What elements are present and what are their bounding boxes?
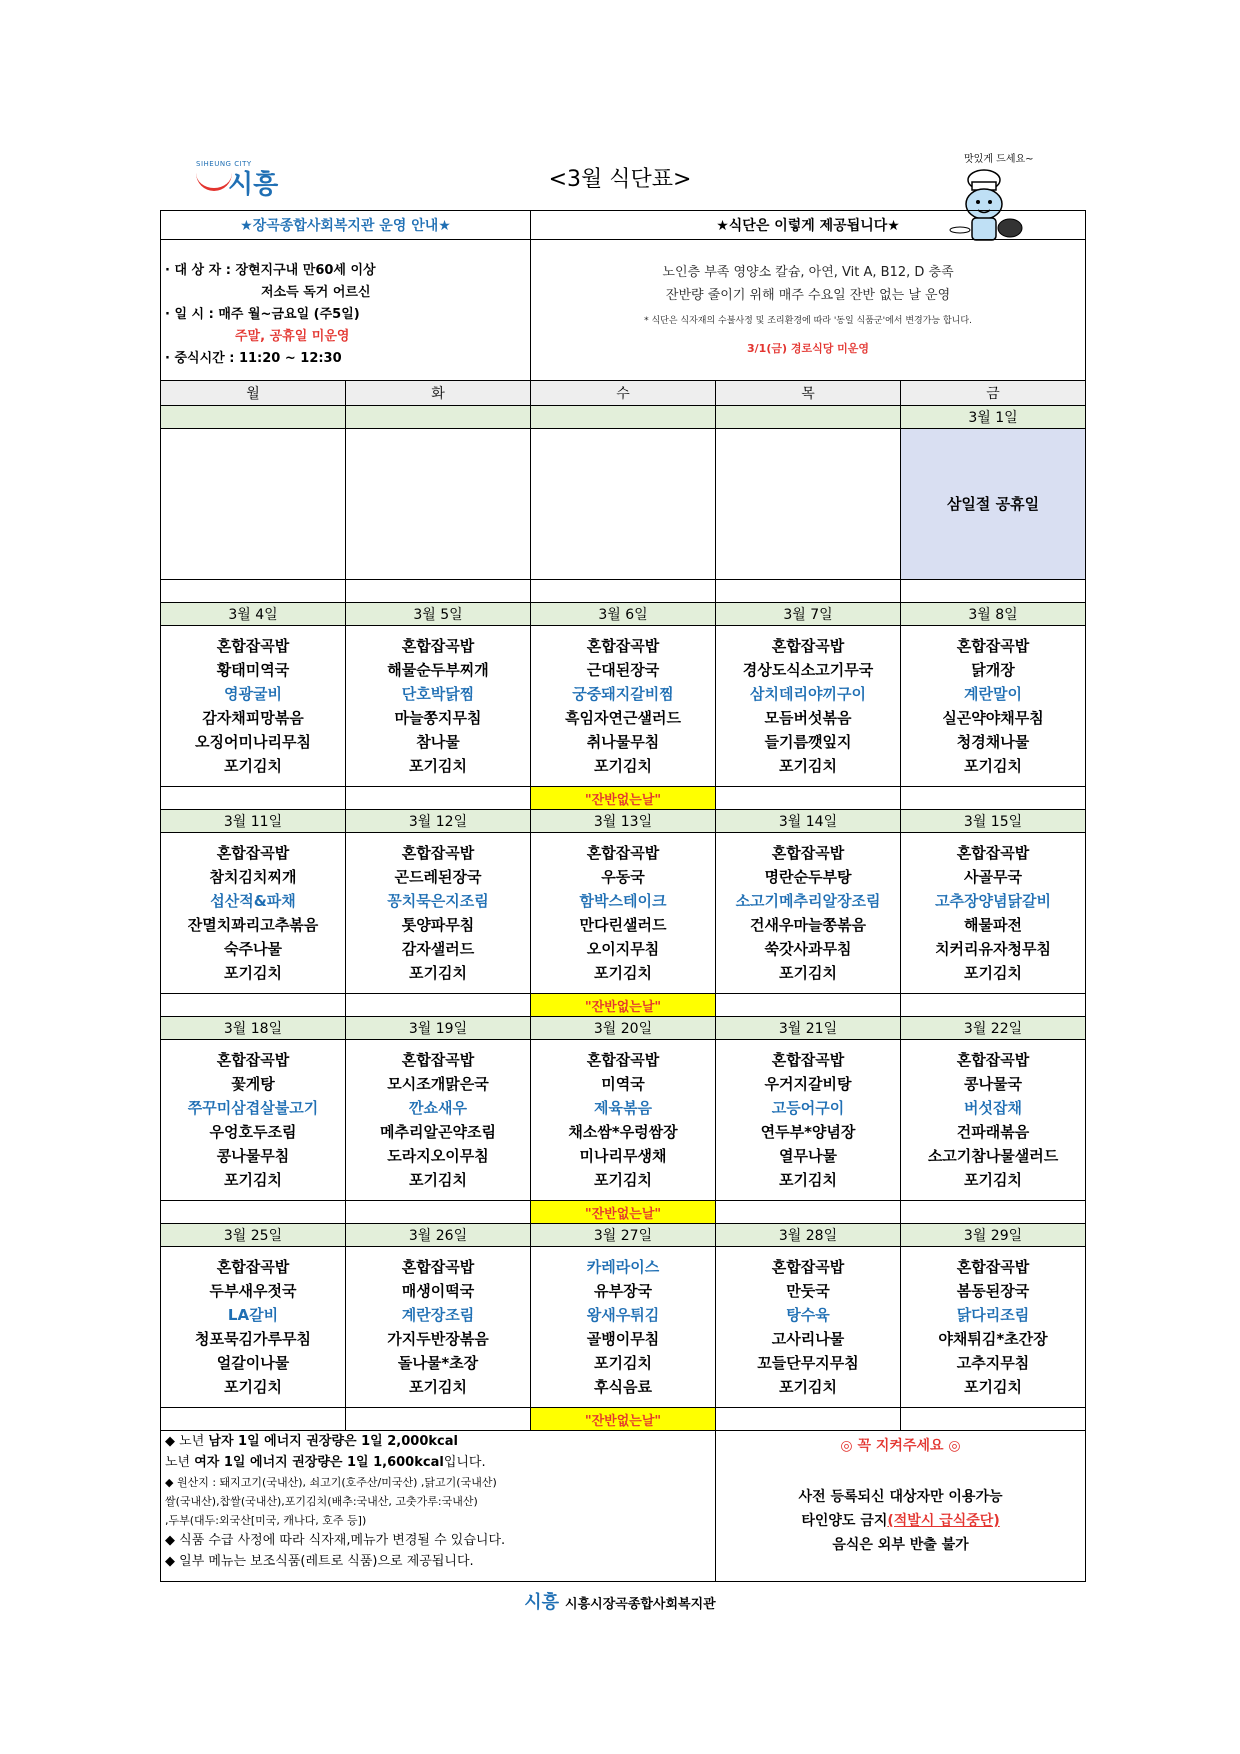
menu-item: 혼합잡곡밥 xyxy=(956,637,1030,655)
day-header-mon: 월 xyxy=(161,381,346,406)
menu-item: 닭개장 xyxy=(971,661,1015,679)
menu-item: 만둣국 xyxy=(786,1282,830,1300)
menu-item: 유부장국 xyxy=(594,1282,652,1300)
menu-table xyxy=(160,210,1086,1582)
origin-line-2: 쌀(국내산),찹쌀(국내산),포기김치(배추:국내산, 고춧가루:국내산) xyxy=(165,1495,478,1508)
menu-item: 메추리알곤약조림 xyxy=(380,1123,496,1141)
menu-item: 깐쇼새우 xyxy=(409,1099,467,1117)
spacer-cell xyxy=(716,1408,901,1431)
menu-item: 포기김치 xyxy=(409,757,467,775)
date-cell: 3월 25일 xyxy=(161,1224,346,1247)
menu-item: 사골무국 xyxy=(964,868,1023,886)
menu-item: 콩나물무침 xyxy=(216,1147,290,1165)
menu-item: 모듬버섯볶음 xyxy=(764,709,852,727)
menu-item: 단호박닭찜 xyxy=(401,685,475,703)
day-header-fri: 금 xyxy=(901,381,1086,406)
menu-item: 포기김치 xyxy=(594,1171,652,1189)
menu-item: 꽁치묵은지조림 xyxy=(387,892,489,910)
energy-male: 남자 1일 에너지 권장량은 1일 2,000kcal xyxy=(208,1434,458,1449)
menu-item: 연두부*양념장 xyxy=(760,1123,856,1141)
chef-speech: 맛있게 드세요~ xyxy=(964,154,1034,165)
menu-item: 건새우마늘쫑볶음 xyxy=(750,916,866,934)
menu-item: 왕새우튀김 xyxy=(586,1306,660,1324)
rule-no-takeout: 음식은 외부 반출 불가 xyxy=(832,1537,969,1553)
menu-cell xyxy=(716,833,901,994)
menu-item: 포기김치 xyxy=(779,964,837,982)
spacer-cell xyxy=(716,787,901,810)
menu-item: 포기김치 xyxy=(224,757,282,775)
menu-item: 실곤약야채무침 xyxy=(942,709,1044,727)
menu-cell xyxy=(531,1247,716,1408)
date-cell: 3월 29일 xyxy=(901,1224,1086,1247)
menu-item: 청경채나물 xyxy=(956,733,1030,751)
menu-item: 흑임자연근샐러드 xyxy=(565,709,681,727)
no-waste-line: 잔반량 줄이기 위해 매주 수요일 잔반 없는 날 운영 xyxy=(665,288,951,303)
menu-item: 톳양파무침 xyxy=(401,916,475,934)
menu-provision-header: ★식단은 이렇게 제공됩니다★ xyxy=(531,211,1086,240)
menu-item: 혼합잡곡밥 xyxy=(586,637,660,655)
menu-cell xyxy=(531,1040,716,1201)
menu-cell-empty xyxy=(531,429,716,580)
menu-item: 포기김치 xyxy=(224,964,282,982)
organization-name: 시흥시장곡종합사회복지관 xyxy=(565,1597,716,1612)
menu-cell-empty xyxy=(346,429,531,580)
footer-notes xyxy=(161,1431,716,1582)
menu-item: 마늘쫑지무침 xyxy=(394,709,482,727)
menu-item: 혼합잡곡밥 xyxy=(771,1258,845,1276)
spacer-cell xyxy=(901,1408,1086,1431)
logo-english: SIHEUNG CITY xyxy=(196,160,252,168)
date-cell: 3월 26일 xyxy=(346,1224,531,1247)
menu-item: 포기김치 xyxy=(409,1378,467,1396)
menu-item: 우거지갈비탕 xyxy=(764,1075,852,1093)
menu-item: 황태미역국 xyxy=(216,661,290,679)
spacer-cell xyxy=(161,1408,346,1431)
menu-item: 혼합잡곡밥 xyxy=(956,844,1030,862)
menu-item: 계란장조림 xyxy=(401,1306,475,1324)
date-cell: 3월 14일 xyxy=(716,810,901,833)
menu-item: 감자채피망볶음 xyxy=(202,709,304,727)
menu-item: 참나물 xyxy=(416,733,460,751)
change-note: * 식단은 식자재의 수불사정 및 조리환경에 따라 '동일 식품군'에서 변경가능 합니다. xyxy=(644,316,972,326)
menu-item: 혼합잡곡밥 xyxy=(216,1258,290,1276)
date-cell: 3월 18일 xyxy=(161,1017,346,1040)
date-cell: 3월 7일 xyxy=(716,603,901,626)
menu-cell xyxy=(161,833,346,994)
menu-item: 포기김치 xyxy=(779,757,837,775)
operation-guide xyxy=(161,240,531,381)
spacer-cell xyxy=(901,580,1086,603)
energy-female-prefix: 노년 xyxy=(165,1455,195,1470)
energy-female: 여자 1일 에너지 권장량은 1일 1,600kcal xyxy=(194,1455,444,1470)
menu-cell xyxy=(901,626,1086,787)
menu-item: 포기김치 xyxy=(594,1354,652,1372)
menu-item: 해물파전 xyxy=(964,916,1023,934)
date-cell: 3월 21일 xyxy=(716,1017,901,1040)
menu-cell xyxy=(901,833,1086,994)
menu-item: 혼합잡곡밥 xyxy=(401,1258,475,1276)
menu-item: 혼합잡곡밥 xyxy=(401,1051,475,1069)
origin-line-3: ,두부(대두:외국산[미국, 캐나다, 호주 등]) xyxy=(165,1514,367,1527)
menu-item: 혼합잡곡밥 xyxy=(956,1051,1030,1069)
spacer-cell xyxy=(346,1408,531,1431)
menu-item: 우엉호두조림 xyxy=(209,1123,297,1141)
menu-item: 소고기참나물샐러드 xyxy=(927,1147,1059,1165)
date-cell: 3월 28일 xyxy=(716,1224,901,1247)
menu-item: 오징어미나리무침 xyxy=(195,733,311,751)
menu-item: 청포묵김가루무침 xyxy=(195,1330,311,1348)
menu-item: 탕수육 xyxy=(786,1306,830,1324)
menu-cell xyxy=(346,833,531,994)
date-cell: 3월 19일 xyxy=(346,1017,531,1040)
organization-footer xyxy=(0,1588,1240,1614)
spacer-cell xyxy=(901,1201,1086,1224)
menu-item: 콩나물국 xyxy=(964,1075,1023,1093)
menu-item: 꽃게탕 xyxy=(231,1075,275,1093)
menu-cell xyxy=(716,626,901,787)
menu-item: 만다린샐러드 xyxy=(579,916,667,934)
menu-cell xyxy=(346,1040,531,1201)
retort-notice: ◆ 일부 메뉴는 보조식품(레트로 식품)으로 제공됩니다. xyxy=(165,1554,474,1569)
spacer-cell xyxy=(161,580,346,603)
menu-item: 들기름깻잎지 xyxy=(764,733,852,751)
nutrition-line: 노인층 부족 영양소 칼슘, 아연, Vit A, B12, D 충족 xyxy=(662,265,954,280)
spacer-cell xyxy=(161,994,346,1017)
menu-item: 궁중돼지갈비찜 xyxy=(572,685,674,703)
spacer-cell xyxy=(716,580,901,603)
menu-item: 포기김치 xyxy=(964,964,1023,982)
menu-item: 오이지무침 xyxy=(586,940,660,958)
date-cell: 3월 12일 xyxy=(346,810,531,833)
menu-cell xyxy=(716,1247,901,1408)
date-cell-empty xyxy=(531,406,716,429)
menu-item: 포기김치 xyxy=(964,1171,1023,1189)
menu-item: LA갈비 xyxy=(227,1306,279,1324)
menu-item: 삼치데리야끼구이 xyxy=(750,685,866,703)
menu-item: 포기김치 xyxy=(964,1378,1023,1396)
menu-item: 감자샐러드 xyxy=(401,940,475,958)
menu-item: 야채튀김*초간장 xyxy=(938,1330,1048,1348)
menu-item: 명란순두부탕 xyxy=(764,868,852,886)
menu-item: 고등어구이 xyxy=(771,1099,845,1117)
menu-item: 닭다리조림 xyxy=(956,1306,1030,1324)
menu-item: 쭈꾸미삼겹살불고기 xyxy=(187,1099,319,1117)
menu-item: 포기김치 xyxy=(779,1378,837,1396)
holiday-cell: 삼일절 공휴일 xyxy=(901,429,1086,580)
spacer-cell xyxy=(901,787,1086,810)
menu-item: 혼합잡곡밥 xyxy=(586,844,660,862)
menu-item: 골뱅이무침 xyxy=(586,1330,660,1348)
menu-item: 혼합잡곡밥 xyxy=(586,1051,660,1069)
menu-cell xyxy=(161,1247,346,1408)
date-cell: 3월 15일 xyxy=(901,810,1086,833)
no-waste-day-label: "잔반없는날" xyxy=(531,1408,716,1431)
spacer-cell xyxy=(161,1201,346,1224)
menu-item: 영광굴비 xyxy=(224,685,282,703)
menu-item: 매생이떡국 xyxy=(401,1282,475,1300)
menu-item: 섭산적&파채 xyxy=(210,892,296,910)
day-header-wed: 수 xyxy=(531,381,716,406)
menu-item: 포기김치 xyxy=(224,1171,282,1189)
menu-cell xyxy=(901,1040,1086,1201)
date-cell: 3월 11일 xyxy=(161,810,346,833)
menu-item: 카레라이스 xyxy=(586,1258,660,1276)
target-line: · 대 상 자 : 장현지구내 만60세 이상 xyxy=(165,263,376,278)
rule-no-transfer: 타인양도 금지 xyxy=(801,1513,888,1529)
spacer-cell xyxy=(901,994,1086,1017)
footer-rules xyxy=(716,1431,1086,1582)
menu-item: 미역국 xyxy=(601,1075,645,1093)
date-cell: 3월 4일 xyxy=(161,603,346,626)
menu-item: 혼합잡곡밥 xyxy=(401,637,475,655)
no-waste-day-label: "잔반없는날" xyxy=(531,1201,716,1224)
menu-item: 고사리나물 xyxy=(771,1330,845,1348)
menu-cell xyxy=(161,626,346,787)
menu-item: 혼합잡곡밥 xyxy=(771,844,845,862)
menu-cell xyxy=(901,1247,1086,1408)
spacer-cell xyxy=(346,580,531,603)
menu-item: 혼합잡곡밥 xyxy=(216,637,290,655)
menu-item: 포기김치 xyxy=(964,757,1023,775)
rule-penalty: (적발시 급식중단) xyxy=(887,1513,1000,1529)
menu-item: 해물순두부찌개 xyxy=(387,661,489,679)
menu-cell xyxy=(716,1040,901,1201)
target-line-2: 저소득 독거 어르신 xyxy=(261,285,371,300)
date-cell: 3월 22일 xyxy=(901,1017,1086,1040)
menu-item: 경상도식소고기무국 xyxy=(742,661,874,679)
menu-item: 포기김치 xyxy=(224,1378,282,1396)
date-cell-empty xyxy=(716,406,901,429)
menu-cell xyxy=(531,626,716,787)
footer-logo: 시흥 xyxy=(524,1592,560,1613)
menu-item: 모시조개맑은국 xyxy=(387,1075,489,1093)
menu-item: 소고기메추리알장조림 xyxy=(735,892,881,910)
spacer-cell xyxy=(716,1201,901,1224)
spacer-cell xyxy=(346,1201,531,1224)
spacer-cell xyxy=(161,787,346,810)
menu-cell xyxy=(346,626,531,787)
spacer-cell xyxy=(346,994,531,1017)
spacer-cell xyxy=(531,580,716,603)
menu-item: 포기김치 xyxy=(779,1171,837,1189)
menu-item: 포기김치 xyxy=(409,964,467,982)
menu-item: 제육볶음 xyxy=(594,1099,652,1117)
menu-item: 참치김치찌개 xyxy=(209,868,297,886)
no-waste-day-label: "잔반없는날" xyxy=(531,994,716,1017)
menu-cell xyxy=(161,1040,346,1201)
date-cell-empty xyxy=(346,406,531,429)
menu-item: 버섯잡채 xyxy=(964,1099,1023,1117)
date-cell: 3월 8일 xyxy=(901,603,1086,626)
menu-item: 계란말이 xyxy=(964,685,1023,703)
menu-cell xyxy=(531,833,716,994)
date-cell: 3월 13일 xyxy=(531,810,716,833)
menu-item: 혼합잡곡밥 xyxy=(216,1051,290,1069)
logo-korean: 시흥 xyxy=(228,170,279,200)
page-title: <3월 식단표> xyxy=(548,167,692,192)
menu-cell xyxy=(346,1247,531,1408)
day-header-tue: 화 xyxy=(346,381,531,406)
menu-item: 혼합잡곡밥 xyxy=(771,1051,845,1069)
menu-item: 꼬들단무지무침 xyxy=(757,1354,859,1372)
menu-item: 고추장양념닭갈비 xyxy=(935,892,1051,910)
menu-item: 열무나물 xyxy=(779,1147,837,1165)
menu-item: 가지두반장볶음 xyxy=(387,1330,489,1348)
menu-item: 고추지무침 xyxy=(956,1354,1030,1372)
menu-item: 두부새우젓국 xyxy=(209,1282,297,1300)
closed-notice: 주말, 공휴일 미운영 xyxy=(235,329,350,344)
operation-guide-header: ★장곡종합사회복지관 운영 안내★ xyxy=(161,211,531,240)
menu-item: 쑥갓사과무침 xyxy=(764,940,852,958)
menu-item: 함박스테이크 xyxy=(579,892,667,910)
menu-item: 도라지오이무침 xyxy=(387,1147,489,1165)
energy-female-suffix: 입니다. xyxy=(443,1455,486,1470)
menu-item: 건파래볶음 xyxy=(956,1123,1030,1141)
energy-male-prefix: ◆ 노년 xyxy=(165,1434,209,1449)
menu-item: 잔멸치꽈리고추볶음 xyxy=(187,916,319,934)
menu-item: 포기김치 xyxy=(594,757,652,775)
menu-item: 포기김치 xyxy=(594,964,652,982)
menu-item: 얼갈이나물 xyxy=(216,1354,290,1372)
menu-item: 치커리유자청무침 xyxy=(935,940,1051,958)
menu-cell-empty xyxy=(161,429,346,580)
date-cell-empty xyxy=(161,406,346,429)
menu-item: 채소쌈*우렁쌈장 xyxy=(568,1123,678,1141)
spacer-cell xyxy=(346,787,531,810)
menu-item: 혼합잡곡밥 xyxy=(956,1258,1030,1276)
origin-line-1: ◆ 원산지 : 돼지고기(국내산), 쇠고기(호주산/미국산) ,닭고기(국내산) xyxy=(165,1476,497,1489)
rules-title: ◎ 꼭 지켜주세요 ◎ xyxy=(840,1438,961,1454)
change-notice: ◆ 식품 수급 사정에 따라 식자재,메뉴가 변경될 수 있습니다. xyxy=(165,1533,506,1548)
menu-item: 포기김치 xyxy=(409,1171,467,1189)
menu-item: 취나물무침 xyxy=(586,733,660,751)
schedule-line: · 일 시 : 매주 월~금요일 (주5일) xyxy=(165,307,360,322)
menu-item: 혼합잡곡밥 xyxy=(401,844,475,862)
menu-item: 숙주나물 xyxy=(224,940,282,958)
menu-item: 돌나물*초장 xyxy=(397,1354,479,1372)
menu-item: 혼합잡곡밥 xyxy=(771,637,845,655)
date-cell: 3월 5일 xyxy=(346,603,531,626)
menu-item: 근대된장국 xyxy=(586,661,660,679)
menu-provision-info xyxy=(531,240,1086,381)
date-cell: 3월 6일 xyxy=(531,603,716,626)
closure-notice: 3/1(금) 경로식당 미운영 xyxy=(747,342,870,355)
menu-item: 곤드레된장국 xyxy=(394,868,482,886)
rule-registered: 사전 등록되신 대상자만 이용가능 xyxy=(798,1489,1003,1505)
no-waste-day-label: "잔반없는날" xyxy=(531,787,716,810)
menu-item: 후식음료 xyxy=(594,1378,652,1396)
menu-cell-empty xyxy=(716,429,901,580)
date-cell: 3월 27일 xyxy=(531,1224,716,1247)
date-cell: 3월 20일 xyxy=(531,1017,716,1040)
menu-item: 혼합잡곡밥 xyxy=(216,844,290,862)
day-header-thu: 목 xyxy=(716,381,901,406)
menu-item: 봄동된장국 xyxy=(956,1282,1030,1300)
date-cell: 3월 1일 xyxy=(901,406,1086,429)
spacer-cell xyxy=(716,994,901,1017)
menu-item: 미나리무생채 xyxy=(579,1147,667,1165)
menu-item: 우동국 xyxy=(601,868,645,886)
lunch-time-line: · 중식시간 : 11:20 ~ 12:30 xyxy=(165,351,342,366)
